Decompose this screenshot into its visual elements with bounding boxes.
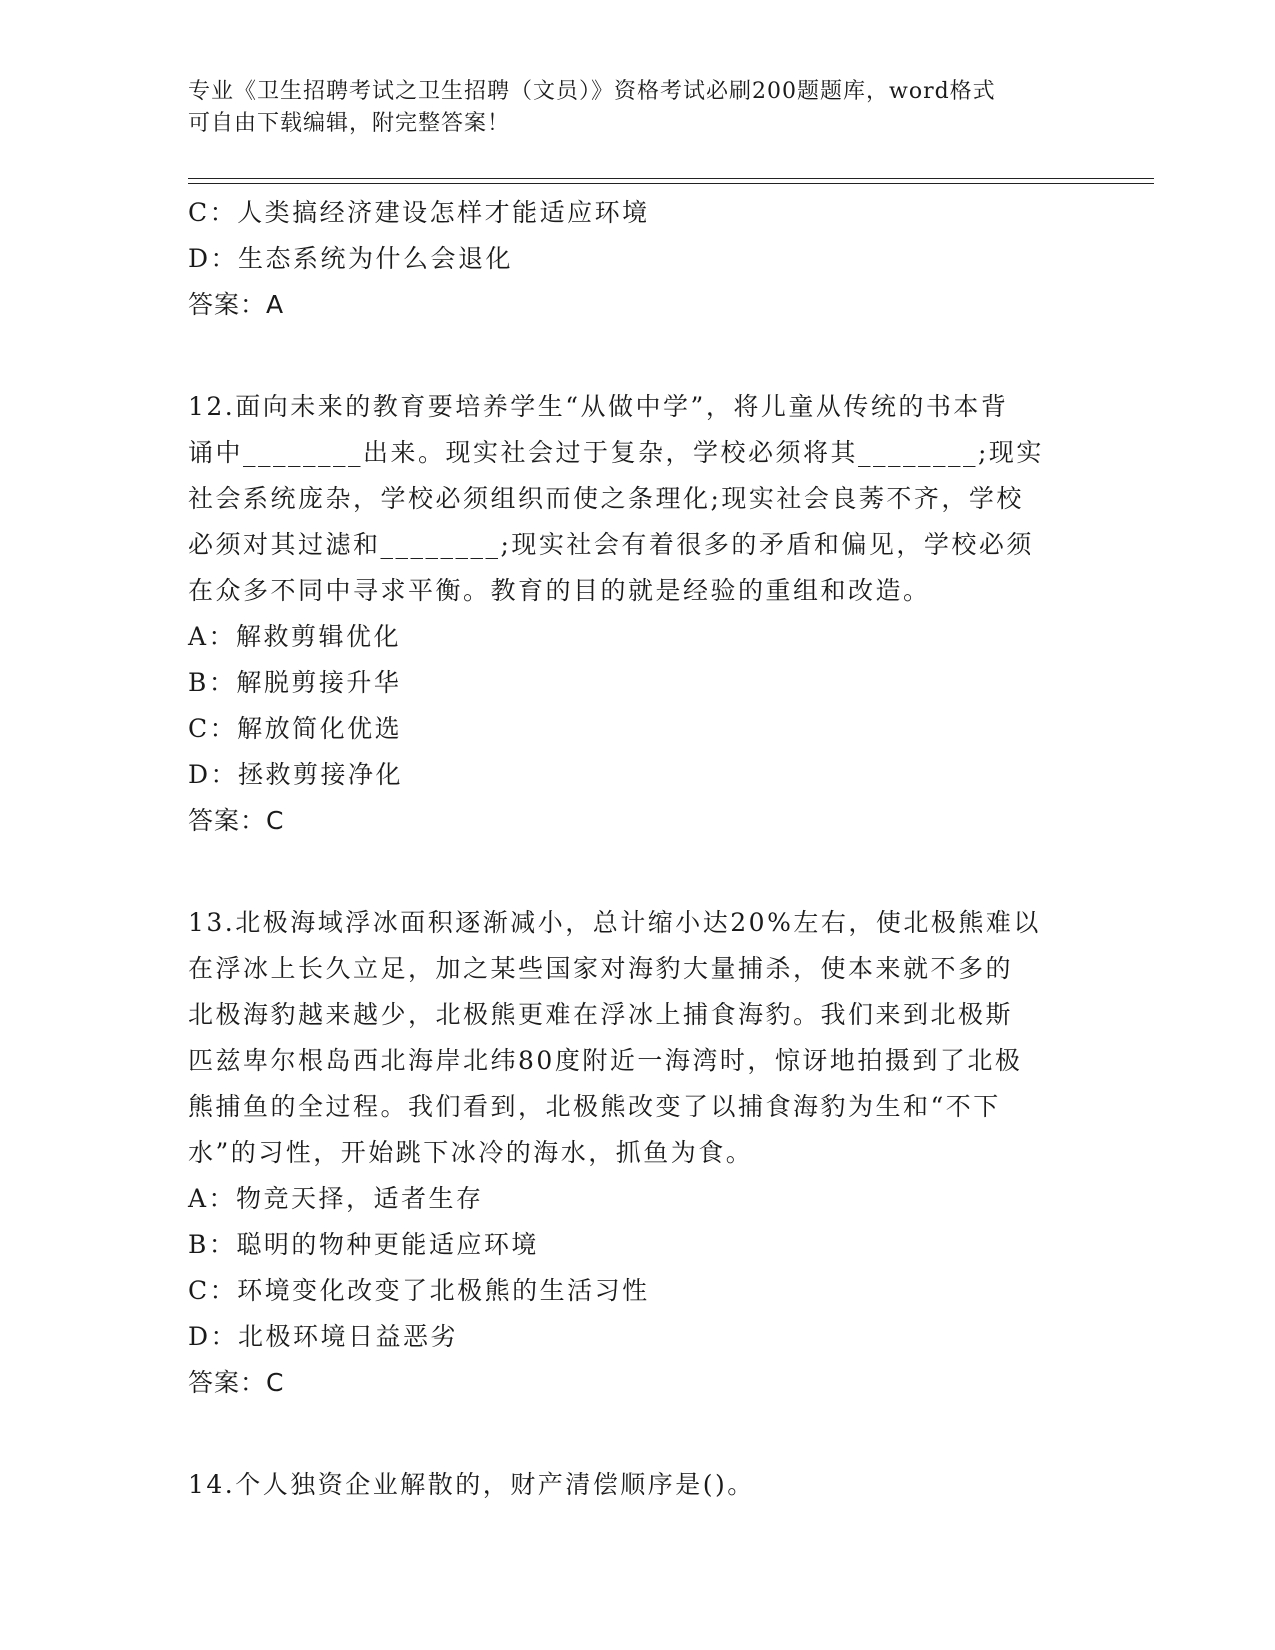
question-content	[188, 190, 1068, 1508]
question-12	[188, 384, 1068, 844]
question-text-line: 必须对其过滤和________;现实社会有着很多的矛盾和偏见，学校必须	[188, 530, 1034, 559]
question-text-line: 13.北极海域浮冰面积逐渐减小，总计缩小达20%左右，使北极熊难以	[188, 908, 1041, 937]
answer-line: 答案：A	[188, 290, 285, 319]
header-line-2: 可自由下载编辑，附完整答案！	[188, 111, 511, 136]
question-text-line: 熊捕鱼的全过程。我们看到，北极熊改变了以捕食海豹为生和“不下	[188, 1092, 1001, 1121]
header-divider-top	[188, 178, 1154, 179]
question-13	[188, 900, 1068, 1406]
question-text-line: 在众多不同中寻求平衡。教育的目的就是经验的重组和改造。	[188, 576, 931, 605]
option-d: D：北极环境日益恶劣	[188, 1322, 459, 1351]
header-line-1: 专业《卫生招聘考试之卫生招聘（文员）》资格考试必刷200题题库，word格式	[188, 79, 996, 104]
header-divider-bottom	[188, 183, 1154, 184]
question-text-line: 12.面向未来的教育要培养学生“从做中学”，将儿童从传统的书本背	[188, 392, 1009, 421]
answer-line: 答案：C	[188, 1368, 285, 1397]
question-14	[188, 1462, 1068, 1508]
option-c: C：环境变化改变了北极熊的生活习性	[188, 1276, 650, 1305]
option-a: A：解救剪辑优化	[188, 622, 402, 651]
option-c: C：解放简化优选	[188, 714, 403, 743]
question-text-line: 水”的习性，开始跳下冰冷的海水，抓鱼为食。	[188, 1138, 754, 1167]
question-text-line: 匹兹卑尔根岛西北海岸北纬80度附近一海湾时，惊讶地拍摄到了北极	[188, 1046, 1023, 1075]
option-b: B：聪明的物种更能适应环境	[188, 1230, 539, 1259]
question-text-line: 在浮冰上长久立足，加之某些国家对海豹大量捕杀，使本来就不多的	[188, 954, 1014, 983]
question-text-line: 北极海豹越来越少，北极熊更难在浮冰上捕食海豹。我们来到北极斯	[188, 1000, 1014, 1029]
question-text-line: 14.个人独资企业解散的，财产清偿顺序是()。	[188, 1470, 755, 1499]
question-text-line: 社会系统庞杂，学校必须组织而使之条理化;现实社会良莠不齐，学校	[188, 484, 1024, 513]
prev-question-block	[188, 190, 1068, 328]
option-d: D：拯救剪接净化	[188, 760, 404, 789]
option-c: C：人类搞经济建设怎样才能适应环境	[188, 198, 650, 227]
option-a: A：物竞天择，适者生存	[188, 1184, 484, 1213]
answer-line: 答案：C	[188, 806, 285, 835]
option-b: B：解脱剪接升华	[188, 668, 402, 697]
page-header	[188, 76, 1068, 140]
option-d: D：生态系统为什么会退化	[188, 244, 514, 273]
question-text-line: 诵中________出来。现实社会过于复杂，学校必须将其________;现实	[188, 438, 1044, 467]
